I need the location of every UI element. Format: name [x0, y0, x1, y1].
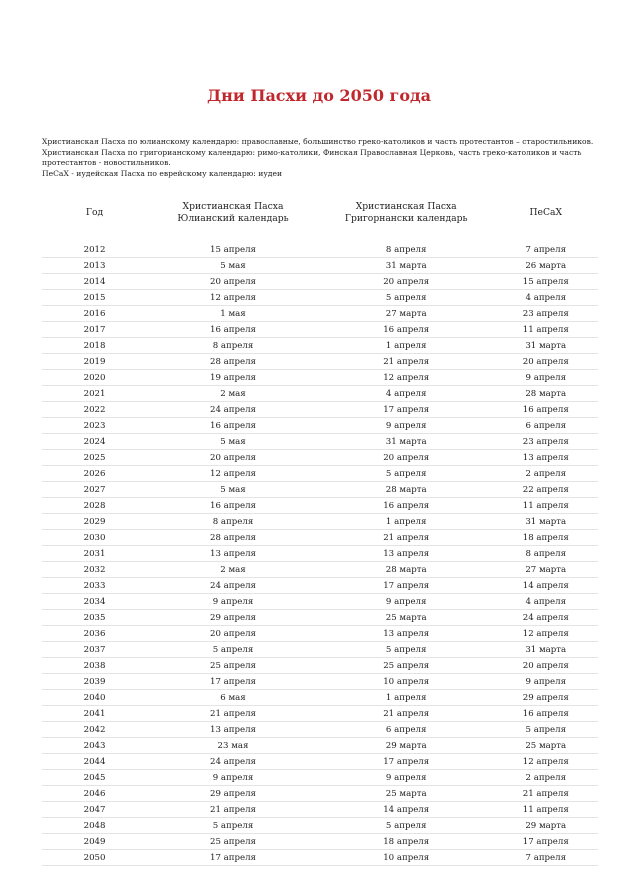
table-row [42, 754, 598, 770]
table-row [42, 386, 598, 402]
cell-pesach: 24 апреля [494, 610, 598, 626]
table-row [42, 290, 598, 306]
cell-gregorian: 20 апреля [319, 450, 494, 466]
cell-pesach: 2 апреля [494, 466, 598, 482]
table-row [42, 274, 598, 290]
intro-julian: Христианская Пасха по юлианскому календарю: православные, большинство греко-католиков и часть протестантов – старостильников. [42, 137, 594, 146]
cell-gregorian: 1 апреля [319, 690, 494, 706]
cell-julian: 9 апреля [147, 770, 319, 786]
cell-gregorian: 14 апреля [319, 802, 494, 818]
cell-pesach: 29 марта [494, 818, 598, 834]
cell-gregorian: 12 апреля [319, 370, 494, 386]
table-row [42, 498, 598, 514]
cell-year: 2035 [42, 610, 147, 626]
cell-gregorian: 10 апреля [319, 674, 494, 690]
cell-julian: 9 апреля [147, 594, 319, 610]
cell-gregorian: 17 апреля [319, 578, 494, 594]
cell-gregorian: 9 апреля [319, 770, 494, 786]
cell-gregorian: 13 апреля [319, 626, 494, 642]
cell-gregorian: 5 апреля [319, 290, 494, 306]
table-row [42, 530, 598, 546]
cell-pesach: 9 апреля [494, 674, 598, 690]
table-row [42, 770, 598, 786]
cell-pesach: 31 марта [494, 514, 598, 530]
cell-pesach: 20 апреля [494, 658, 598, 674]
header-gregorian [319, 192, 494, 234]
cell-year: 2032 [42, 562, 147, 578]
cell-gregorian: 25 марта [319, 610, 494, 626]
page-title: Дни Пасхи до 2050 года [206, 86, 432, 105]
cell-pesach: 15 апреля [494, 274, 598, 290]
cell-year: 2047 [42, 802, 147, 818]
cell-gregorian: 1 апреля [319, 338, 494, 354]
header-row [42, 192, 598, 234]
cell-year: 2015 [42, 290, 147, 306]
cell-pesach: 16 апреля [494, 402, 598, 418]
cell-year: 2041 [42, 706, 147, 722]
cell-gregorian: 1 апреля [319, 514, 494, 530]
table-row [42, 578, 598, 594]
cell-gregorian: 17 апреля [319, 402, 494, 418]
cell-pesach: 4 апреля [494, 290, 598, 306]
table-row [42, 322, 598, 338]
cell-gregorian: 28 марта [319, 562, 494, 578]
cell-pesach: 2 апреля [494, 770, 598, 786]
table-row [42, 818, 598, 834]
cell-pesach: 4 апреля [494, 594, 598, 610]
cell-year: 2036 [42, 626, 147, 642]
cell-gregorian: 20 апреля [319, 274, 494, 290]
cell-julian: 21 апреля [147, 706, 319, 722]
intro-text [42, 137, 597, 179]
cell-gregorian: 29 марта [319, 738, 494, 754]
cell-year: 2019 [42, 354, 147, 370]
cell-year: 2016 [42, 306, 147, 322]
cell-year: 2039 [42, 674, 147, 690]
cell-pesach: 23 апреля [494, 306, 598, 322]
cell-julian: 28 апреля [147, 354, 319, 370]
cell-year: 2021 [42, 386, 147, 402]
table-row [42, 610, 598, 626]
cell-pesach: 14 апреля [494, 578, 598, 594]
cell-julian: 29 апреля [147, 610, 319, 626]
cell-pesach: 20 апреля [494, 354, 598, 370]
header-julian-text: Христианская Пасха Юлианский календарь [177, 201, 289, 224]
cell-julian: 5 апреля [147, 642, 319, 658]
table-row [42, 834, 598, 850]
table-row [42, 354, 598, 370]
cell-gregorian: 31 марта [319, 258, 494, 274]
cell-pesach: 26 марта [494, 258, 598, 274]
cell-gregorian: 5 апреля [319, 818, 494, 834]
cell-gregorian: 9 апреля [319, 594, 494, 610]
cell-year: 2038 [42, 658, 147, 674]
cell-pesach: 12 апреля [494, 754, 598, 770]
cell-year: 2050 [42, 850, 147, 866]
table-row [42, 370, 598, 386]
cell-pesach: 6 апреля [494, 418, 598, 434]
cell-gregorian: 5 апреля [319, 642, 494, 658]
cell-gregorian: 25 апреля [319, 658, 494, 674]
header-julian [147, 192, 319, 234]
cell-pesach: 27 марта [494, 562, 598, 578]
cell-gregorian: 21 апреля [319, 354, 494, 370]
header-gregorian-text: Христианская Пасха Григорнански календарь [344, 201, 468, 224]
cell-julian: 28 апреля [147, 530, 319, 546]
table-row [42, 786, 598, 802]
cell-pesach: 17 апреля [494, 834, 598, 850]
cell-julian: 20 апреля [147, 626, 319, 642]
cell-year: 2023 [42, 418, 147, 434]
table-row [42, 418, 598, 434]
cell-year: 2014 [42, 274, 147, 290]
cell-year: 2029 [42, 514, 147, 530]
header-year: Год [85, 207, 104, 218]
cell-gregorian: 5 апреля [319, 466, 494, 482]
cell-gregorian: 9 апреля [319, 418, 494, 434]
cell-pesach: 23 апреля [494, 434, 598, 450]
table-row [42, 306, 598, 322]
cell-year: 2013 [42, 258, 147, 274]
cell-pesach: 11 апреля [494, 322, 598, 338]
cell-julian: 13 апреля [147, 546, 319, 562]
cell-julian: 8 апреля [147, 514, 319, 530]
cell-year: 2031 [42, 546, 147, 562]
cell-year: 2046 [42, 786, 147, 802]
cell-pesach: 9 апреля [494, 370, 598, 386]
cell-gregorian: 6 апреля [319, 722, 494, 738]
cell-julian: 2 мая [147, 386, 319, 402]
cell-julian: 17 апреля [147, 674, 319, 690]
cell-pesach: 12 апреля [494, 626, 598, 642]
cell-year: 2045 [42, 770, 147, 786]
gap-cell [42, 234, 598, 242]
cell-year: 2033 [42, 578, 147, 594]
cell-julian: 13 апреля [147, 722, 319, 738]
cell-year: 2012 [42, 242, 147, 258]
cell-julian: 5 мая [147, 258, 319, 274]
table-row [42, 594, 598, 610]
table-row [42, 514, 598, 530]
cell-julian: 2 мая [147, 562, 319, 578]
cell-gregorian: 17 апреля [319, 754, 494, 770]
easter-dates-table [42, 192, 598, 866]
table-row [42, 674, 598, 690]
cell-gregorian: 21 апреля [319, 706, 494, 722]
cell-gregorian: 10 апреля [319, 850, 494, 866]
table-row [42, 562, 598, 578]
cell-year: 2037 [42, 642, 147, 658]
cell-pesach: 16 апреля [494, 706, 598, 722]
cell-julian: 15 апреля [147, 242, 319, 258]
cell-julian: 5 апреля [147, 818, 319, 834]
cell-julian: 25 апреля [147, 834, 319, 850]
table-body [42, 234, 598, 866]
cell-gregorian: 16 апреля [319, 498, 494, 514]
cell-year: 2040 [42, 690, 147, 706]
cell-pesach: 21 апреля [494, 786, 598, 802]
cell-year: 2027 [42, 482, 147, 498]
cell-pesach: 13 апреля [494, 450, 598, 466]
cell-year: 2026 [42, 466, 147, 482]
cell-year: 2028 [42, 498, 147, 514]
intro-pesach: ПеСаХ - иудейская Пасха по еврейскому календарю: иудеи [42, 168, 283, 178]
cell-year: 2024 [42, 434, 147, 450]
cell-pesach: 5 апреля [494, 722, 598, 738]
cell-julian: 5 мая [147, 482, 319, 498]
header-pesach: ПеСаХ [529, 207, 563, 218]
cell-year: 2034 [42, 594, 147, 610]
table-row [42, 850, 598, 866]
table-row [42, 242, 598, 258]
table-row [42, 738, 598, 754]
cell-year: 2042 [42, 722, 147, 738]
cell-pesach: 31 марта [494, 642, 598, 658]
cell-julian: 24 апреля [147, 578, 319, 594]
cell-year: 2044 [42, 754, 147, 770]
intro-gregorian: Христианская Пасха по григорианскому календарю: римо-католики, Финская Православная Церковь, часть греко-католиков и часть протестантов - новостильников. [42, 147, 582, 167]
cell-year: 2043 [42, 738, 147, 754]
table-row [42, 434, 598, 450]
cell-julian: 12 апреля [147, 466, 319, 482]
cell-julian: 5 мая [147, 434, 319, 450]
cell-gregorian: 25 марта [319, 786, 494, 802]
cell-julian: 12 апреля [147, 290, 319, 306]
cell-gregorian: 27 марта [319, 306, 494, 322]
cell-year: 2018 [42, 338, 147, 354]
cell-pesach: 8 апреля [494, 546, 598, 562]
cell-year: 2048 [42, 818, 147, 834]
cell-year: 2025 [42, 450, 147, 466]
cell-julian: 16 апреля [147, 418, 319, 434]
cell-year: 2017 [42, 322, 147, 338]
cell-julian: 19 апреля [147, 370, 319, 386]
cell-gregorian: 18 апреля [319, 834, 494, 850]
cell-pesach: 25 марта [494, 738, 598, 754]
table-row [42, 642, 598, 658]
cell-julian: 29 апреля [147, 786, 319, 802]
cell-gregorian: 28 марта [319, 482, 494, 498]
table-row [42, 802, 598, 818]
cell-pesach: 31 марта [494, 338, 598, 354]
cell-julian: 1 мая [147, 306, 319, 322]
cell-julian: 16 апреля [147, 498, 319, 514]
table-row [42, 258, 598, 274]
table-row [42, 626, 598, 642]
table-row [42, 546, 598, 562]
cell-pesach: 22 апреля [494, 482, 598, 498]
table-row [42, 706, 598, 722]
cell-year: 2022 [42, 402, 147, 418]
table-row [42, 466, 598, 482]
cell-gregorian: 4 апреля [319, 386, 494, 402]
cell-julian: 20 апреля [147, 274, 319, 290]
cell-julian: 23 мая [147, 738, 319, 754]
cell-julian: 8 апреля [147, 338, 319, 354]
cell-julian: 20 апреля [147, 450, 319, 466]
table-row [42, 450, 598, 466]
table-row [42, 722, 598, 738]
cell-pesach: 11 апреля [494, 802, 598, 818]
cell-julian: 17 апреля [147, 850, 319, 866]
cell-year: 2020 [42, 370, 147, 386]
table-header [42, 192, 598, 234]
cell-pesach: 7 апреля [494, 242, 598, 258]
table-row [42, 690, 598, 706]
cell-gregorian: 21 апреля [319, 530, 494, 546]
cell-julian: 6 мая [147, 690, 319, 706]
header-gap [42, 234, 598, 242]
cell-pesach: 7 апреля [494, 850, 598, 866]
cell-julian: 21 апреля [147, 802, 319, 818]
table-row [42, 402, 598, 418]
cell-gregorian: 16 апреля [319, 322, 494, 338]
cell-gregorian: 8 апреля [319, 242, 494, 258]
cell-pesach: 29 апреля [494, 690, 598, 706]
cell-pesach: 18 апреля [494, 530, 598, 546]
cell-gregorian: 31 марта [319, 434, 494, 450]
cell-julian: 25 апреля [147, 658, 319, 674]
cell-pesach: 11 апреля [494, 498, 598, 514]
cell-year: 2030 [42, 530, 147, 546]
cell-pesach: 28 марта [494, 386, 598, 402]
table-row [42, 658, 598, 674]
cell-year: 2049 [42, 834, 147, 850]
cell-julian: 16 апреля [147, 322, 319, 338]
table-row [42, 482, 598, 498]
table-row [42, 338, 598, 354]
cell-gregorian: 13 апреля [319, 546, 494, 562]
cell-julian: 24 апреля [147, 402, 319, 418]
cell-julian: 24 апреля [147, 754, 319, 770]
